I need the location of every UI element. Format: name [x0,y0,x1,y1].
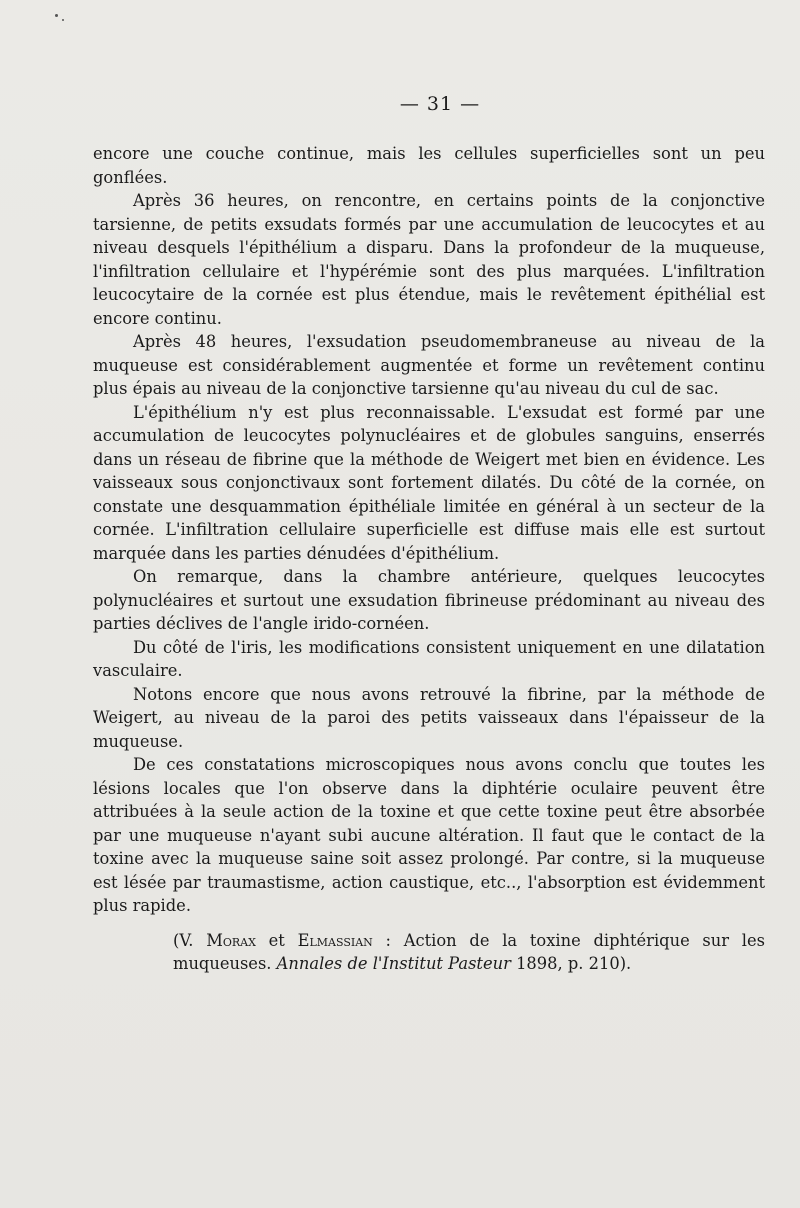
citation-conjunction: et [255,930,298,950]
paragraph-iris: Du côté de l'iris, les modifications consistent uniquement en une dilatation vasculaire. [93,637,765,680]
paragraph-48-hours: Après 48 heures, l'exsudation pseudomembraneuse au niveau de la muqueuse est considérablement augmentée et forme un revêtement continu plus épais au niveau de la conjonctive tarsienne qu'au niveau du cul de sac. [93,332,765,398]
citation-year-page: 1898, p. 210). [510,954,632,973]
paragraph-anterior-chamber: On remarque, dans la chambre antérieure, quelques leucocytes polynucléaires et surtout une exsudation fibrineuse prédominant au niveau des parties déclives de l'angle irido-cornéen. [93,567,765,633]
citation [93,929,765,976]
paper-speck [62,19,64,21]
citation-journal: Annales de l'Institut Pasteur [276,954,511,973]
citation-author-morax: Morax [206,930,256,950]
citation-title: : Action de la toxine diphtérique sur les muqueuses. [173,930,765,973]
body-text [93,142,765,976]
paragraph-36-hours: Après 36 heures, on rencontre, en certains points de la conjonctive tarsienne, de petits exsudats formés par une accumulation de leucocytes et au niveau desquels l'épithélium a disparu. Dans la profondeur de la muqueuse, l'infiltration cellulaire et l'hypérémie sont des plus marquées. L'infiltration leucocytaire de la cornée est plus étendue, mais le revêtement épithélial est encore continu. [93,191,765,328]
citation-open: (V. [173,930,207,950]
paragraph-conclusion: De ces constatations microscopiques nous avons conclu que toutes les lésions locales que l'on observe dans la diphtérie oculaire peuvent être attribuées à la seule action de la toxine et que cette toxine peut être absorbée par une muqueuse n'ayant subi aucune altération. Il faut que le contact de la toxine avec la muqueuse saine soit assez prolongé. Par contre, si la muqueuse est lésée par traumastisme, action caustique, etc.., l'absorption est évidemment plus rapide. [93,755,765,915]
paragraph-continuation: encore une couche continue, mais les cellules superficielles sont un peu gonflées. [93,144,765,187]
paper-speck [55,14,58,17]
paragraph-fibrine: Notons encore que nous avons retrouvé la fibrine, par la méthode de Weigert, au niveau de la paroi des petits vaisseaux dans l'épaisseur de la muqueuse. [93,684,765,751]
paragraph-epithelium: L'épithélium n'y est plus reconnaissable. L'exsudat est formé par une accumulation de leucocytes polynucléaires et de globules sanguins, enserrés dans un réseau de fibrine que la méthode de Weigert met bien en évidence. Les vaisseaux sous conjonctivaux sont fortement dilatés. Du côté de la cornée, on constate une desquammation épithéliale limitée en général à un secteur de la cornée. L'infiltration cellulaire superficielle est diffuse mais elle est surtout marquée dans les parties dénudées d'épithélium. [93,402,765,563]
page-number: — 31 — [399,93,481,115]
citation-author-elmassian: Elmassian [297,930,373,950]
